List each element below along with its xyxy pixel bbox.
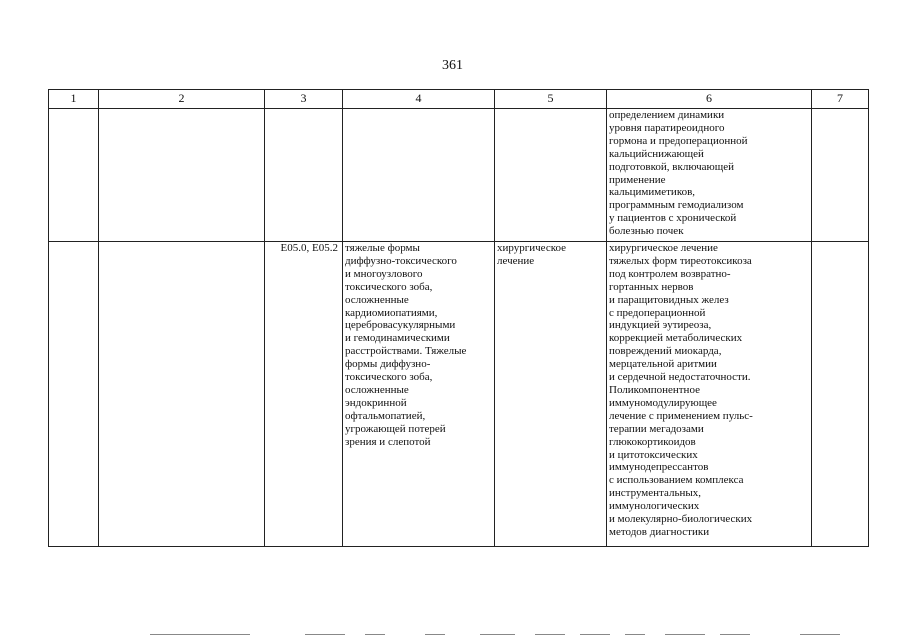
page-number: 361: [442, 58, 463, 73]
table-cell: [49, 242, 99, 547]
table-cell: [265, 109, 343, 242]
table-cell: [812, 109, 869, 242]
table-cell: тяжелые формы диффузно-токсического и многоузлового токсического зоба, осложненные кардиомиопатиями, церебровасукулярными и гемодинамическими расстройствами. Тяжелые формы диффузно- токсического зоба, осложненные эндокринной офтальмопатией, угрожающей потерей зрения и слепотой: [343, 242, 495, 547]
table-cell: [99, 109, 265, 242]
column-header-6: 6: [607, 90, 812, 109]
table-cell: [812, 242, 869, 547]
column-header-7: 7: [812, 90, 869, 109]
header-row: [49, 90, 869, 109]
column-header-4: 4: [343, 90, 495, 109]
table-cell: хирургическое лечение тяжелых форм тиреотоксикоза под контролем возвратно- гортанных нервов и паращитовидных желез с предоперационной индукцией эутиреоза, коррекцией метаболических повреждений миокарда, мерцательной аритмии и сердечной недостаточности. Поликомпонентное иммуномодулирующее лечение с применением пульс- терапии мегадозами глюкокортикоидов и цитотоксических иммунодепрессантов с использованием комплекса инструментальных, иммунологических и молекулярно-биологических методов диагностики: [607, 242, 812, 547]
scan-edge-marks: [0, 633, 905, 637]
table-cell: [495, 109, 607, 242]
table-cell: E05.0, E05.2: [265, 242, 343, 547]
table-cell: хирургическое лечение: [495, 242, 607, 547]
table-cell: определением динамики уровня паратиреоидного гормона и предоперационной кальцийснижающей подготовкой, включающей применение кальцимиметиков, программным гемодиализом у пациентов с хронической болезнью почек: [607, 109, 812, 242]
column-header-3: 3: [265, 90, 343, 109]
column-header-5: 5: [495, 90, 607, 109]
column-header-2: 2: [99, 90, 265, 109]
table-cell: [343, 109, 495, 242]
table-cell: [99, 242, 265, 547]
table-row: [49, 242, 869, 547]
medical-care-table: [48, 89, 869, 547]
table-row: [49, 109, 869, 242]
column-header-1: 1: [49, 90, 99, 109]
table-cell: [49, 109, 99, 242]
